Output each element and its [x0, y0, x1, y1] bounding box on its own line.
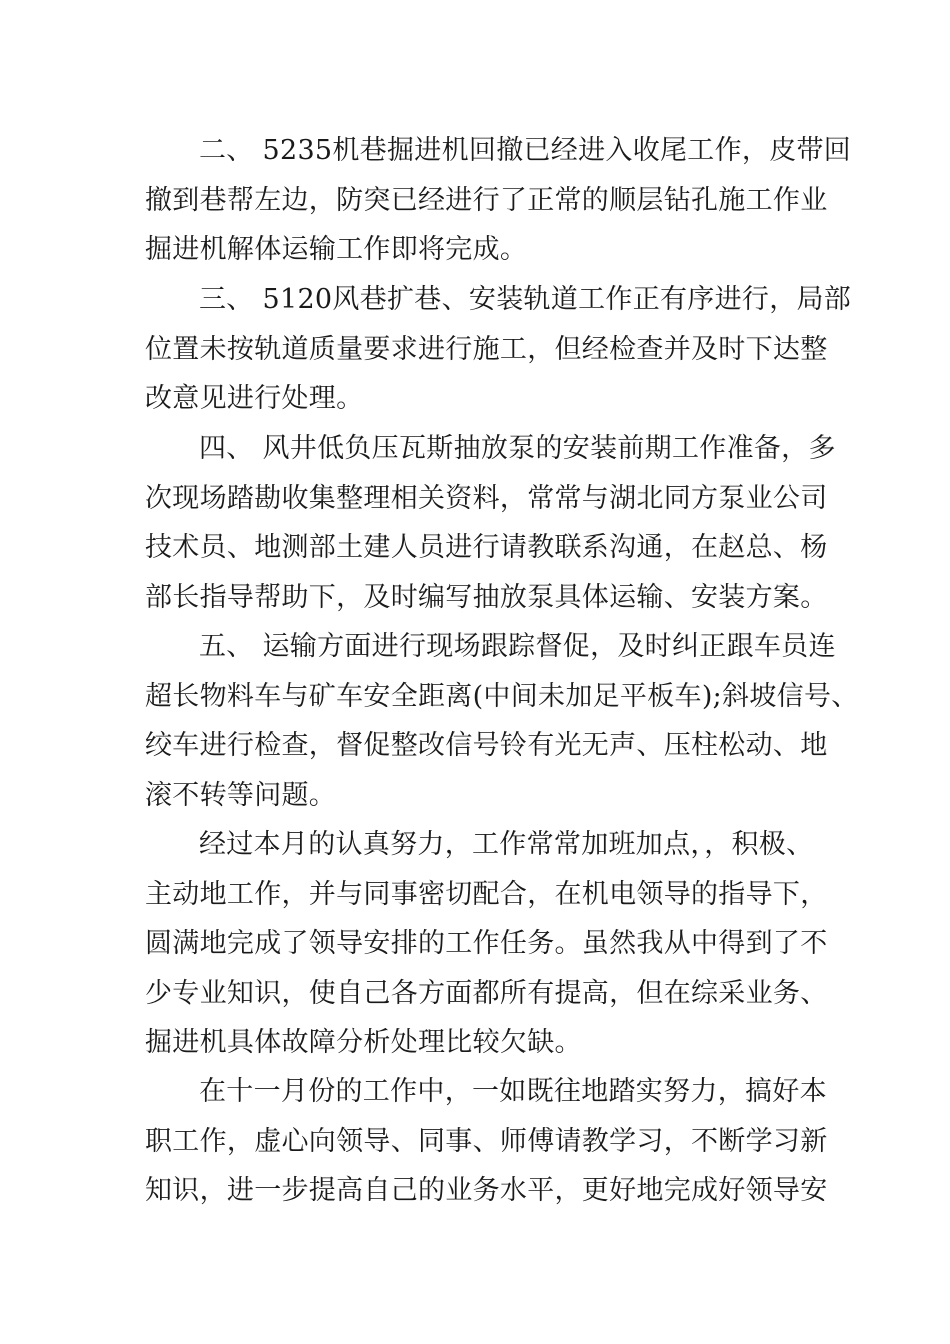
text-line: 职工作，虚心向领导、同事、师傅请教学习，不断学习新	[145, 1125, 828, 1157]
text-line: 滚不转等问题。	[145, 779, 337, 811]
text-line: 四、 风井低负压瓦斯抽放泵的安装前期工作准备，多	[199, 433, 836, 464]
text-line: 在十一月份的工作中，一如既往地踏实努力，搞好本	[199, 1076, 827, 1107]
text-line: 部长指导帮助下，及时编写抽放泵具体运输、安装方案。	[145, 581, 828, 613]
text-line: 绞车进行检查，督促整改信号铃有光无声、压柱松动、地	[145, 730, 828, 761]
text-line: 经过本月的认真努力，工作常常加班加点，，积极、	[199, 829, 814, 860]
text-line: 少专业知识，使自己各方面都所有提高，但在综采业务、	[145, 977, 828, 1009]
text-line: 改意见进行处理。	[145, 383, 364, 414]
text-line: 五、 运输方面进行现场跟踪督促，及时纠正跟车员连	[199, 631, 836, 662]
text-line: 主动地工作，并与同事密切配合，在机电领导的指导下，	[145, 878, 828, 910]
text-line: 超长物料车与矿车安全距离(中间未加足平板车);斜坡信号、	[145, 680, 859, 712]
text-line: 次现场踏勘收集整理相关资料，常常与湖北同方泵业公司	[145, 482, 828, 514]
paragraph-item-3	[145, 275, 852, 424]
text-line: 知识，进一步提高自己的业务水平，更好地完成好领导安	[145, 1175, 828, 1206]
text-line: 二、 5235机巷掘进机回撤已经进入收尾工作，皮带回	[199, 135, 852, 166]
text-line: 三、 5120风巷扩巷、安装轨道工作正有序进行，局部	[199, 284, 852, 315]
text-line: 掘进机解体运输工作即将完成。	[145, 234, 528, 265]
paragraph-plan	[145, 1067, 828, 1216]
text-line: 掘进机具体故障分析处理比较欠缺。	[145, 1027, 582, 1058]
paragraph-item-5	[145, 622, 859, 820]
text-line: 位置未按轨道质量要求进行施工，但经检查并及时下达整	[145, 333, 828, 365]
paragraph-item-4	[145, 424, 836, 622]
text-line: 撤到巷帮左边，防突已经进行了正常的顺层钻孔施工作业	[145, 184, 828, 216]
paragraph-summary	[145, 820, 828, 1068]
paragraph-item-2	[145, 126, 852, 275]
text-line: 技术员、地测部土建人员进行请教联系沟通，在赵总、杨	[145, 532, 828, 563]
text-line: 圆满地完成了领导安排的工作任务。虽然我从中得到了不	[145, 928, 828, 959]
